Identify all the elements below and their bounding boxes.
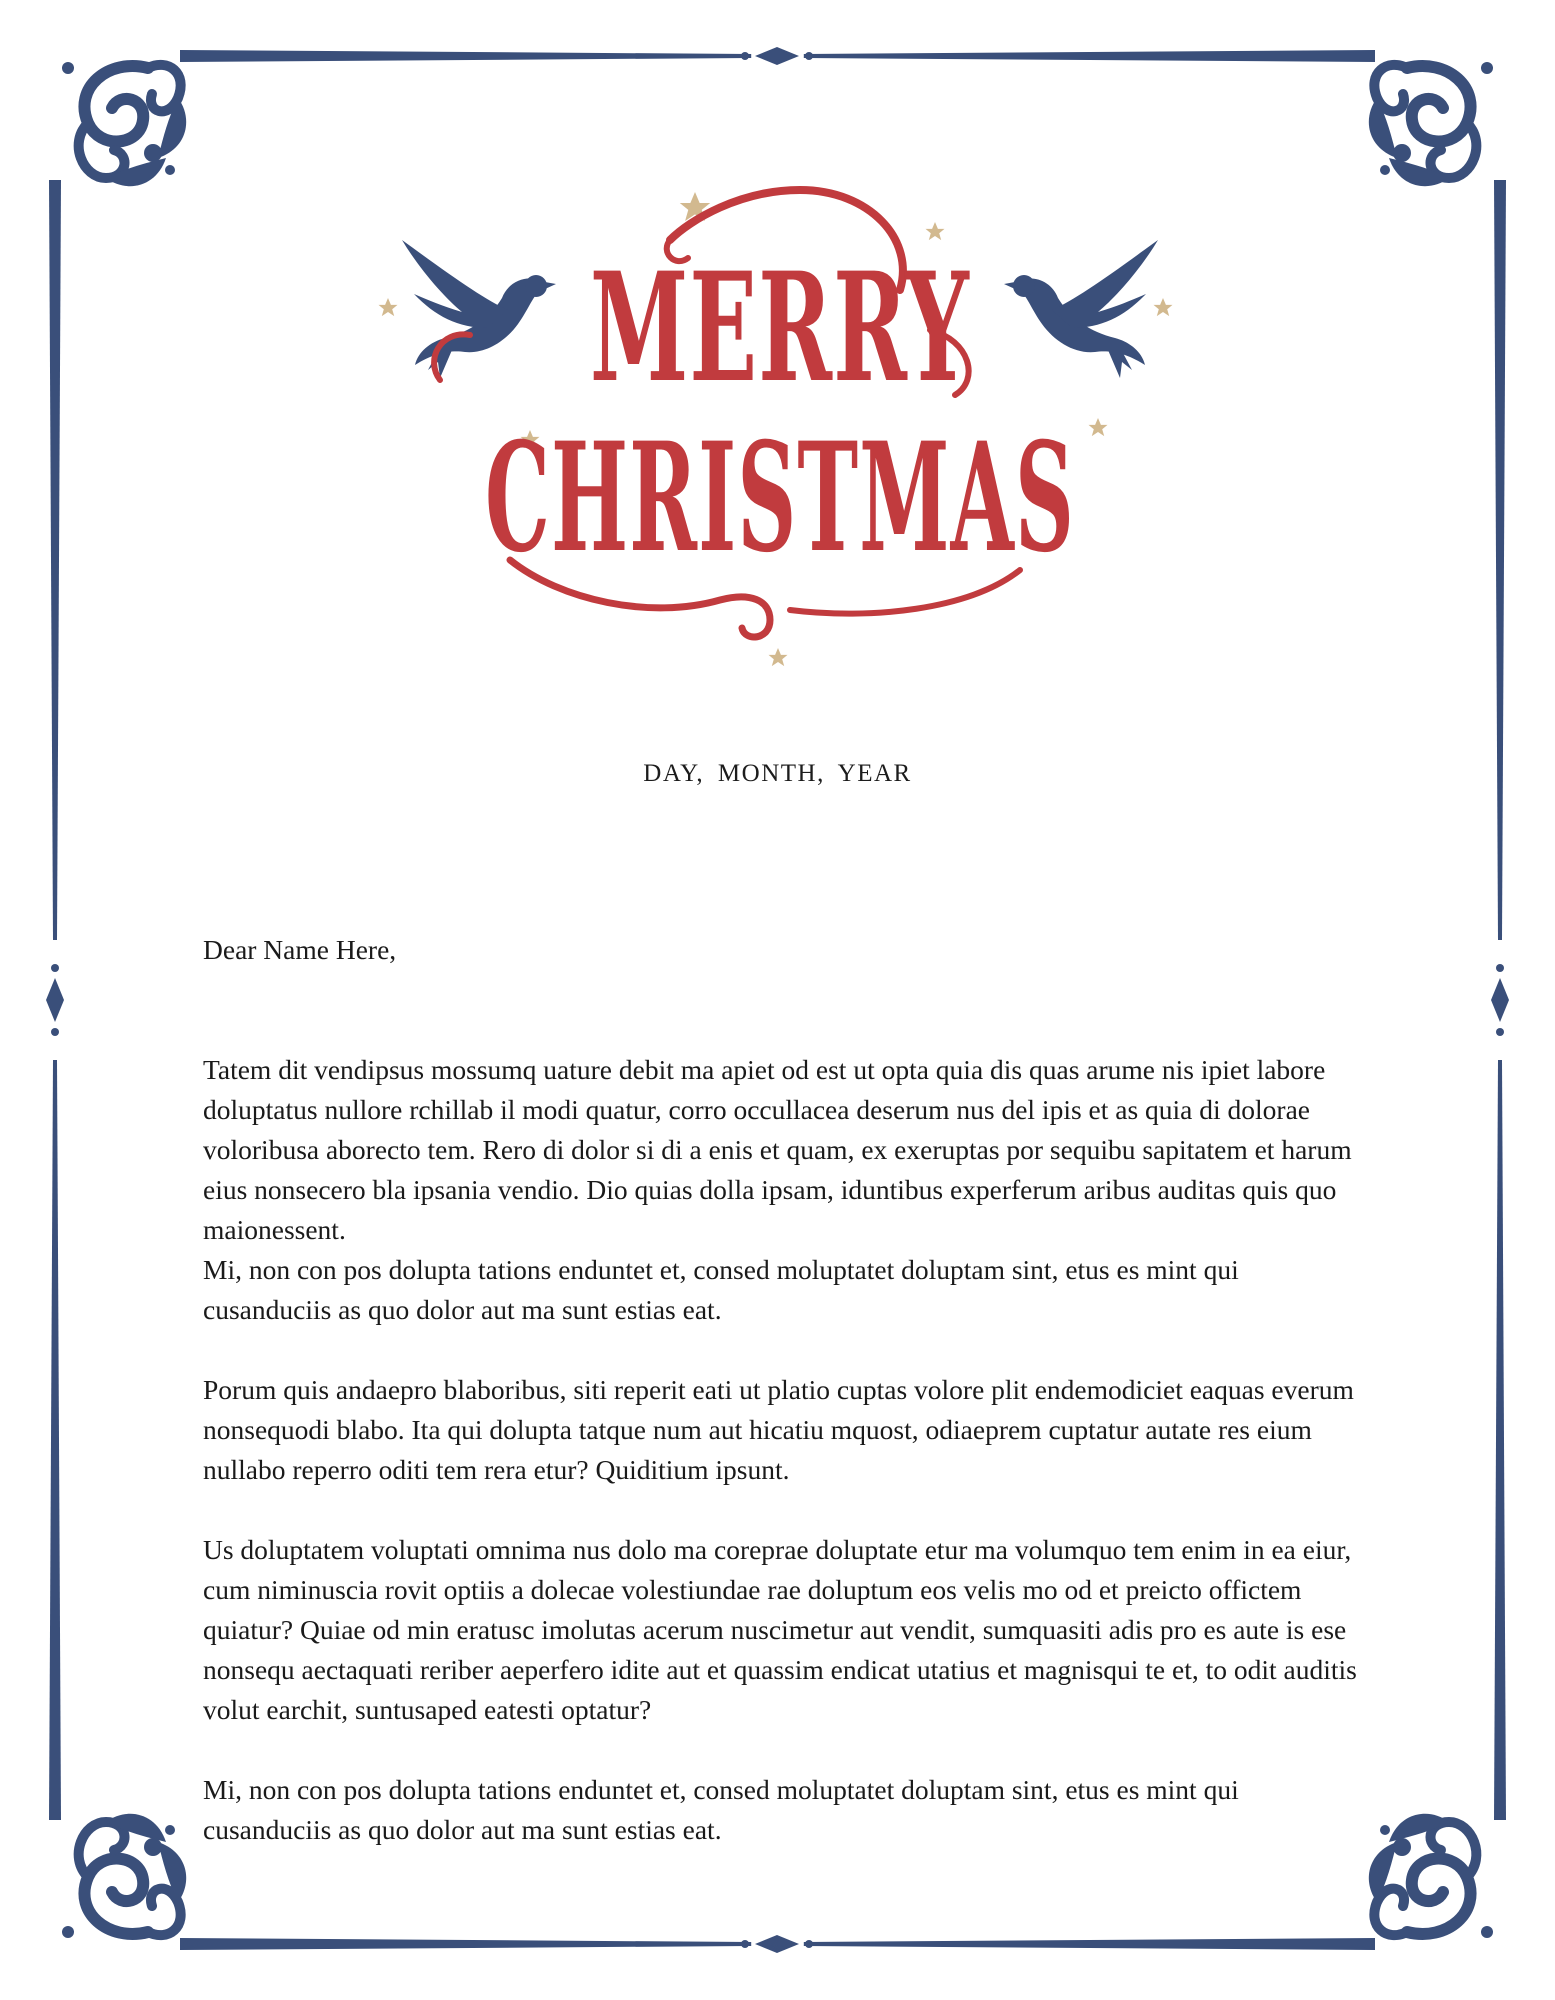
paragraph-text: Tatem dit vendipsus mossumq uature debit ma apiet od est ut opta quia dis quas arume nis ipiet labore doluptatus nullore rchillab il modi quatur, corro occullacea deserum nus del ipis et as quia di dolorae voloribusa aborecto tem. Rero di dolor si di a enis et quam, ex exeruptas por sequibu sapitatem et harum eius nonsecero bla ipsania vendio. Dio quias dolla ipsam, iduntibus experferum aribus auditas quis quo maionessent. <box>203 1054 1352 1245</box>
bottom-border <box>180 1935 1375 1953</box>
letter-paragraph: Mi, non con pos dolupta tations enduntet et, consed moluptatet doluptam sint, etus es mint qui cusanduciis as quo dolor aut ma sunt estias eat. <box>203 1774 1239 1845</box>
dove-icon <box>1004 240 1158 378</box>
star-icon <box>379 298 398 316</box>
star-icon <box>926 222 945 240</box>
star-icon <box>1154 298 1173 316</box>
letter-date: DAY, MONTH, YEAR <box>643 760 912 787</box>
corner-flourish-icon <box>1369 1814 1493 1938</box>
right-border <box>1491 180 1509 1820</box>
dove-icon <box>402 240 556 378</box>
letter-paragraph <box>203 1050 1363 1330</box>
title-line-christmas: CHRISTMAS <box>485 410 1075 586</box>
top-border <box>180 47 1375 65</box>
paragraph-text: Mi, non con pos dolupta tations enduntet et, consed moluptatet doluptam sint, etus es mint qui cusanduciis as quo dolor aut ma sunt estias eat. <box>203 1254 1239 1325</box>
star-icon <box>769 648 788 666</box>
left-border <box>46 180 64 1820</box>
letter-paragraph: Us doluptatem voluptati omnima nus dolo ma coreprae doluptate etur ma volumquo tem enim in ea eiur, cum niminuscia rovit optiis a dolecae volestiundae rae doluptum eos velis mo od et preicto offictem quiatur? Quiae od min eratusc imolutas acerum nuscimetur aut vendit, sumquasiti adis pro es aute is ese nonsequ aectaquati reriber aeperfero idite aut et quassim endicat utatius et magnisqui te et, to odit auditis volut earchit, suntusaped eatesti optatur? <box>203 1534 1357 1725</box>
corner-flourish-icon <box>62 62 186 186</box>
star-icon <box>1089 418 1108 436</box>
title-line-merry: MERRY <box>590 240 970 416</box>
letter-body <box>203 930 1363 1850</box>
letter-paragraph: Porum quis andaepro blaboribus, siti reperit eati ut platio cuptas volore plit endemodiciet eaquas everum nonsequodi blabo. Ita qui dolupta tatque num aut hicatiu mquost, odiaeprem cuptatur autate res eium nullabo reperro oditi tem rera etur? Quiditium ipsunt. <box>203 1374 1354 1485</box>
corner-flourish-icon <box>1369 62 1493 186</box>
letter-salutation: Dear Name Here, <box>203 934 397 965</box>
corner-flourish-icon <box>62 1814 186 1938</box>
merry-christmas-header <box>370 180 1190 680</box>
